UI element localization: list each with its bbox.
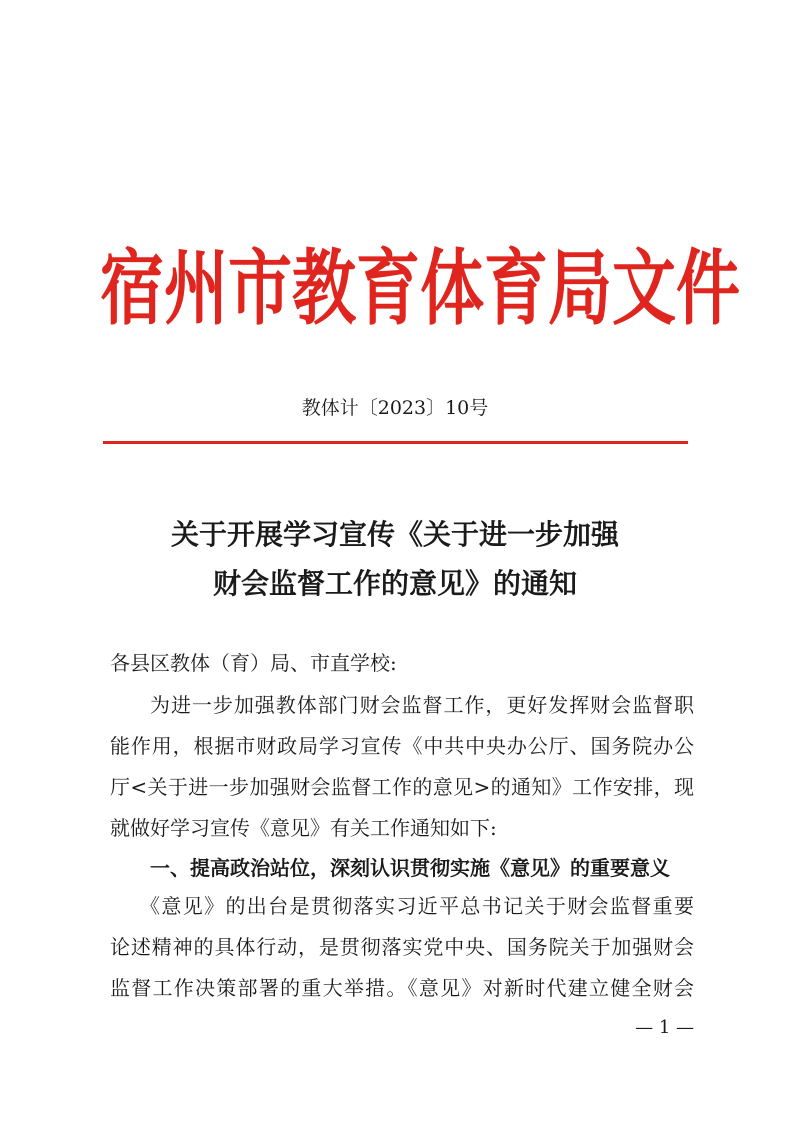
paragraph-1-line-3: 厅<关于进一步加强财会监督工作的意见>的通知》工作安排，现 <box>110 775 694 799</box>
section-1-heading: 一、提高政治站位，深刻认识贯彻实施《意见》的重要意义 <box>150 856 670 880</box>
notice-title-line-2: 财会监督工作的意见》的通知 <box>212 567 577 600</box>
paragraph-1-line-4: 就做好学习宣传《意见》有关工作通知如下: <box>110 816 497 840</box>
paragraph-2-line-2: 论述精神的具体行动，是贯彻落实党中央、国务院关于加强财会 <box>110 935 694 959</box>
salutation: 各县区教体（育）局、市直学校: <box>110 651 397 675</box>
paragraph-2-line-3: 监督工作决策部署的重大举措。《意见》对新时代建立健全财会 <box>110 976 694 1000</box>
paragraph-1-line-1: 为进一步加强教体部门财会监督工作，更好发挥财会监督职 <box>150 693 694 717</box>
paragraph-2-line-1: 《意见》的出台是贯彻落实习近平总书记关于财会监督重要 <box>140 894 694 918</box>
document-masthead: 宿州市教育体育局文件 <box>100 240 740 337</box>
page-number: — 1 — <box>635 1017 694 1038</box>
notice-title-line-1: 关于开展学习宣传《关于进一步加强 <box>170 518 619 551</box>
paragraph-1-line-2: 能作用，根据市财政局学习宣传《中共中央办公厅、国务院办公 <box>110 734 694 758</box>
red-divider-line <box>103 441 688 444</box>
document-number: 教体计〔2023〕10号 <box>301 397 489 419</box>
